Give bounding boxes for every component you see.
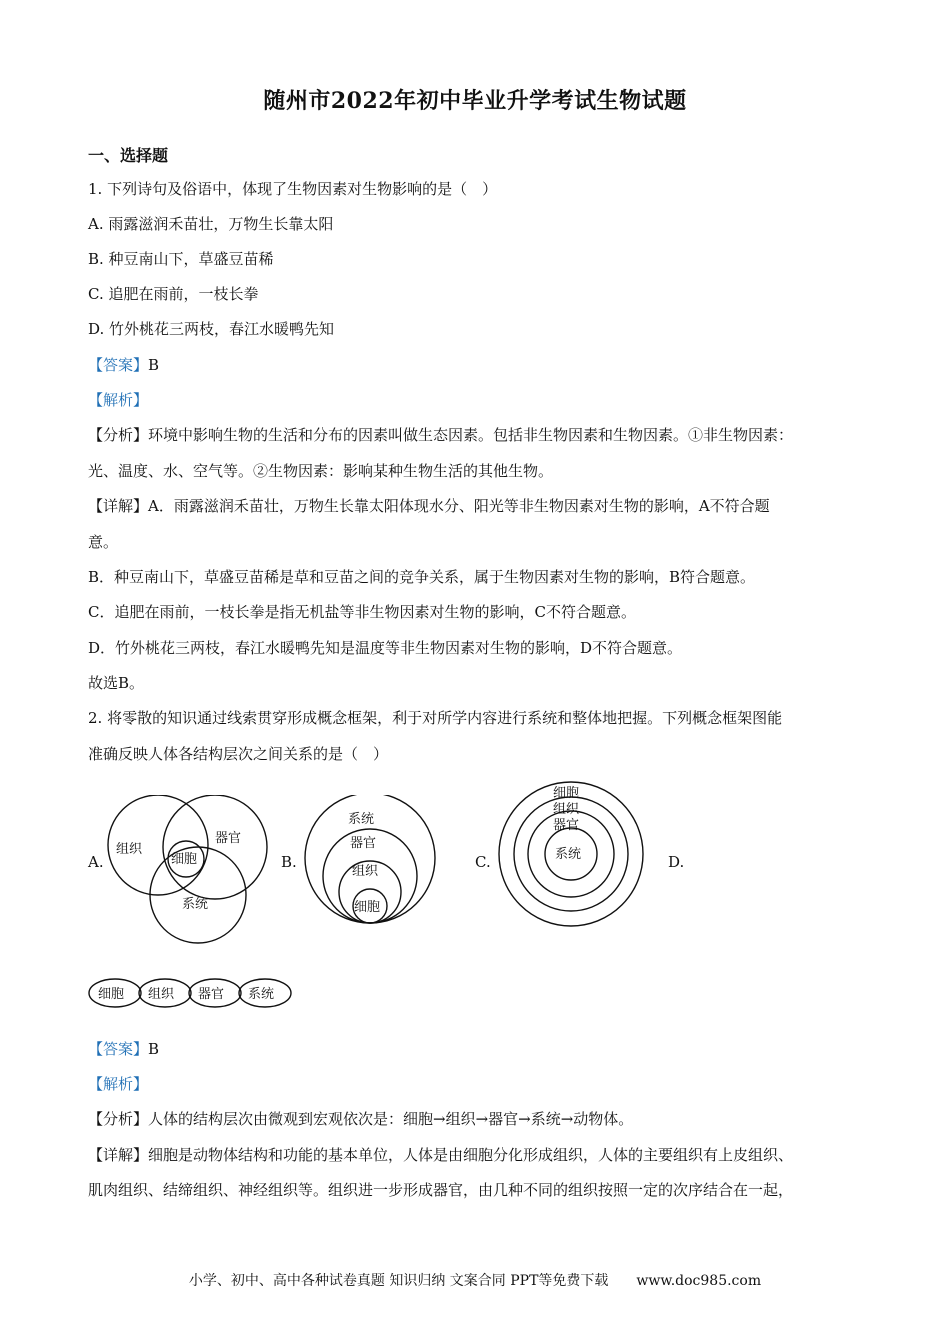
concentric-label-tissue: 组织 [553, 802, 580, 817]
nested-label-tissue: 组织 [352, 864, 379, 879]
diagram-b-nested [300, 795, 440, 930]
fenxi-text: 环境中影响生物的生活和分布的因素叫做生态因素。包括非生物因素和生物因素。①非生物因素： [148, 426, 794, 444]
chain-label-tissue: 组织 [148, 987, 175, 1002]
q2-stem-line2: 准确反映人体各结构层次之间关系的是（ ） [88, 745, 389, 763]
q1-answer [88, 354, 159, 375]
q1-xiangjie-line3: B．种豆南山下，草盛豆苗稀是草和豆苗之间的竞争关系，属于生物因素对生物的影响，B符合题意。 [88, 568, 756, 586]
q1-xiangjie-line1 [88, 495, 770, 516]
q1-option-b: B. 种豆南山下，草盛豆苗稀 [88, 250, 274, 268]
q1-xiangjie-line2: 意。 [88, 533, 119, 551]
q1-xiangjie-line4: C．追肥在雨前，一枝长拳是指无机盐等非生物因素对生物的影响，C不符合题意。 [88, 603, 636, 621]
venn-label-cell: 细胞 [171, 852, 198, 867]
answer-value: B [148, 1040, 160, 1058]
q1-fenxi-line1 [88, 424, 793, 445]
xiangjie-tag: 【详解】 [88, 1146, 149, 1164]
nested-label-cell: 细胞 [354, 900, 381, 915]
fenxi-tag: 【分析】 [88, 426, 149, 444]
q2-answer [88, 1038, 159, 1059]
answer-tag: 【答案】 [88, 356, 149, 374]
xiangjie-text: A．雨露滋润禾苗壮，万物生长靠太阳体现水分、阳光等非生物因素对生物的影响，A不符合题 [148, 497, 770, 515]
venn-label-tissue: 组织 [116, 842, 143, 857]
chain-label-cell: 细胞 [98, 987, 125, 1002]
nested-label-system: 系统 [348, 812, 375, 827]
q1-stem: 1. 下列诗句及俗语中，体现了生物因素对生物影响的是（ ） [88, 180, 498, 198]
fenxi-text: 人体的结构层次由微观到宏观依次是：细胞→组织→器官→系统→动物体。 [148, 1110, 634, 1128]
xiangjie-tag: 【详解】 [88, 497, 149, 515]
diagram-d-chain [88, 976, 298, 1012]
diagram-c-concentric [497, 780, 645, 928]
q1-conclusion: 故选B。 [88, 674, 145, 692]
q1-analysis-tag: 【解析】 [88, 391, 149, 409]
concentric-label-system: 系统 [555, 847, 582, 862]
q1-option-a: A. 雨露滋润禾苗壮，万物生长靠太阳 [88, 215, 334, 233]
q1-option-d: D. 竹外桃花三两枝，春江水暖鸭先知 [88, 320, 335, 338]
q1-xiangjie-line5: D．竹外桃花三两枝，春江水暖鸭先知是温度等非生物因素对生物的影响，D不符合题意。 [88, 639, 683, 657]
q2-option-d-letter: D. [668, 853, 685, 871]
q2-xiangjie-line2: 肌肉组织、结缔组织、神经组织等。组织进一步形成器官，由几种不同的组织按照一定的次序结合在一起， [88, 1181, 794, 1199]
page-footer: 小学、初中、高中各种试卷真题 知识归纳 文案合同 PPT等免费下载 www.doc985.com [188, 1273, 762, 1289]
section-heading: 一、选择题 [88, 146, 169, 165]
answer-tag: 【答案】 [88, 1040, 149, 1058]
page-title: 随州市2022年初中毕业升学考试生物试题 [263, 88, 687, 114]
q2-xiangjie-line1 [88, 1144, 793, 1165]
q1-option-c: C. 追肥在雨前，一枝长拳 [88, 285, 259, 303]
venn-label-system: 系统 [182, 897, 209, 912]
xiangjie-text: 细胞是动物体结构和功能的基本单位，人体是由细胞分化形成组织，人体的主要组织有上皮组织、 [148, 1146, 794, 1164]
q1-fenxi-line2: 光、温度、水、空气等。②生物因素：影响某种生物生活的其他生物。 [88, 462, 554, 480]
q2-option-a-letter: A. [88, 853, 104, 871]
q2-fenxi [88, 1108, 633, 1129]
q2-analysis-tag: 【解析】 [88, 1075, 149, 1093]
answer-value: B [148, 356, 160, 374]
chain-label-organ: 器官 [198, 987, 225, 1002]
venn-label-organ: 器官 [215, 831, 242, 846]
chain-label-system: 系统 [248, 987, 275, 1002]
q2-stem-line1: 2. 将零散的知识通过线索贯穿形成概念框架，利于对所学内容进行系统和整体地把握。下列概念框架图能 [88, 709, 783, 727]
nested-label-organ: 器官 [350, 836, 377, 851]
fenxi-tag: 【分析】 [88, 1110, 149, 1128]
venn-circle-organ [163, 795, 267, 899]
diagram-a-venn [100, 795, 280, 945]
q2-option-c-letter: C. [475, 853, 491, 871]
concentric-label-organ: 器官 [553, 818, 580, 833]
concentric-label-cell: 细胞 [553, 786, 580, 801]
q2-option-b-letter: B. [281, 853, 297, 871]
